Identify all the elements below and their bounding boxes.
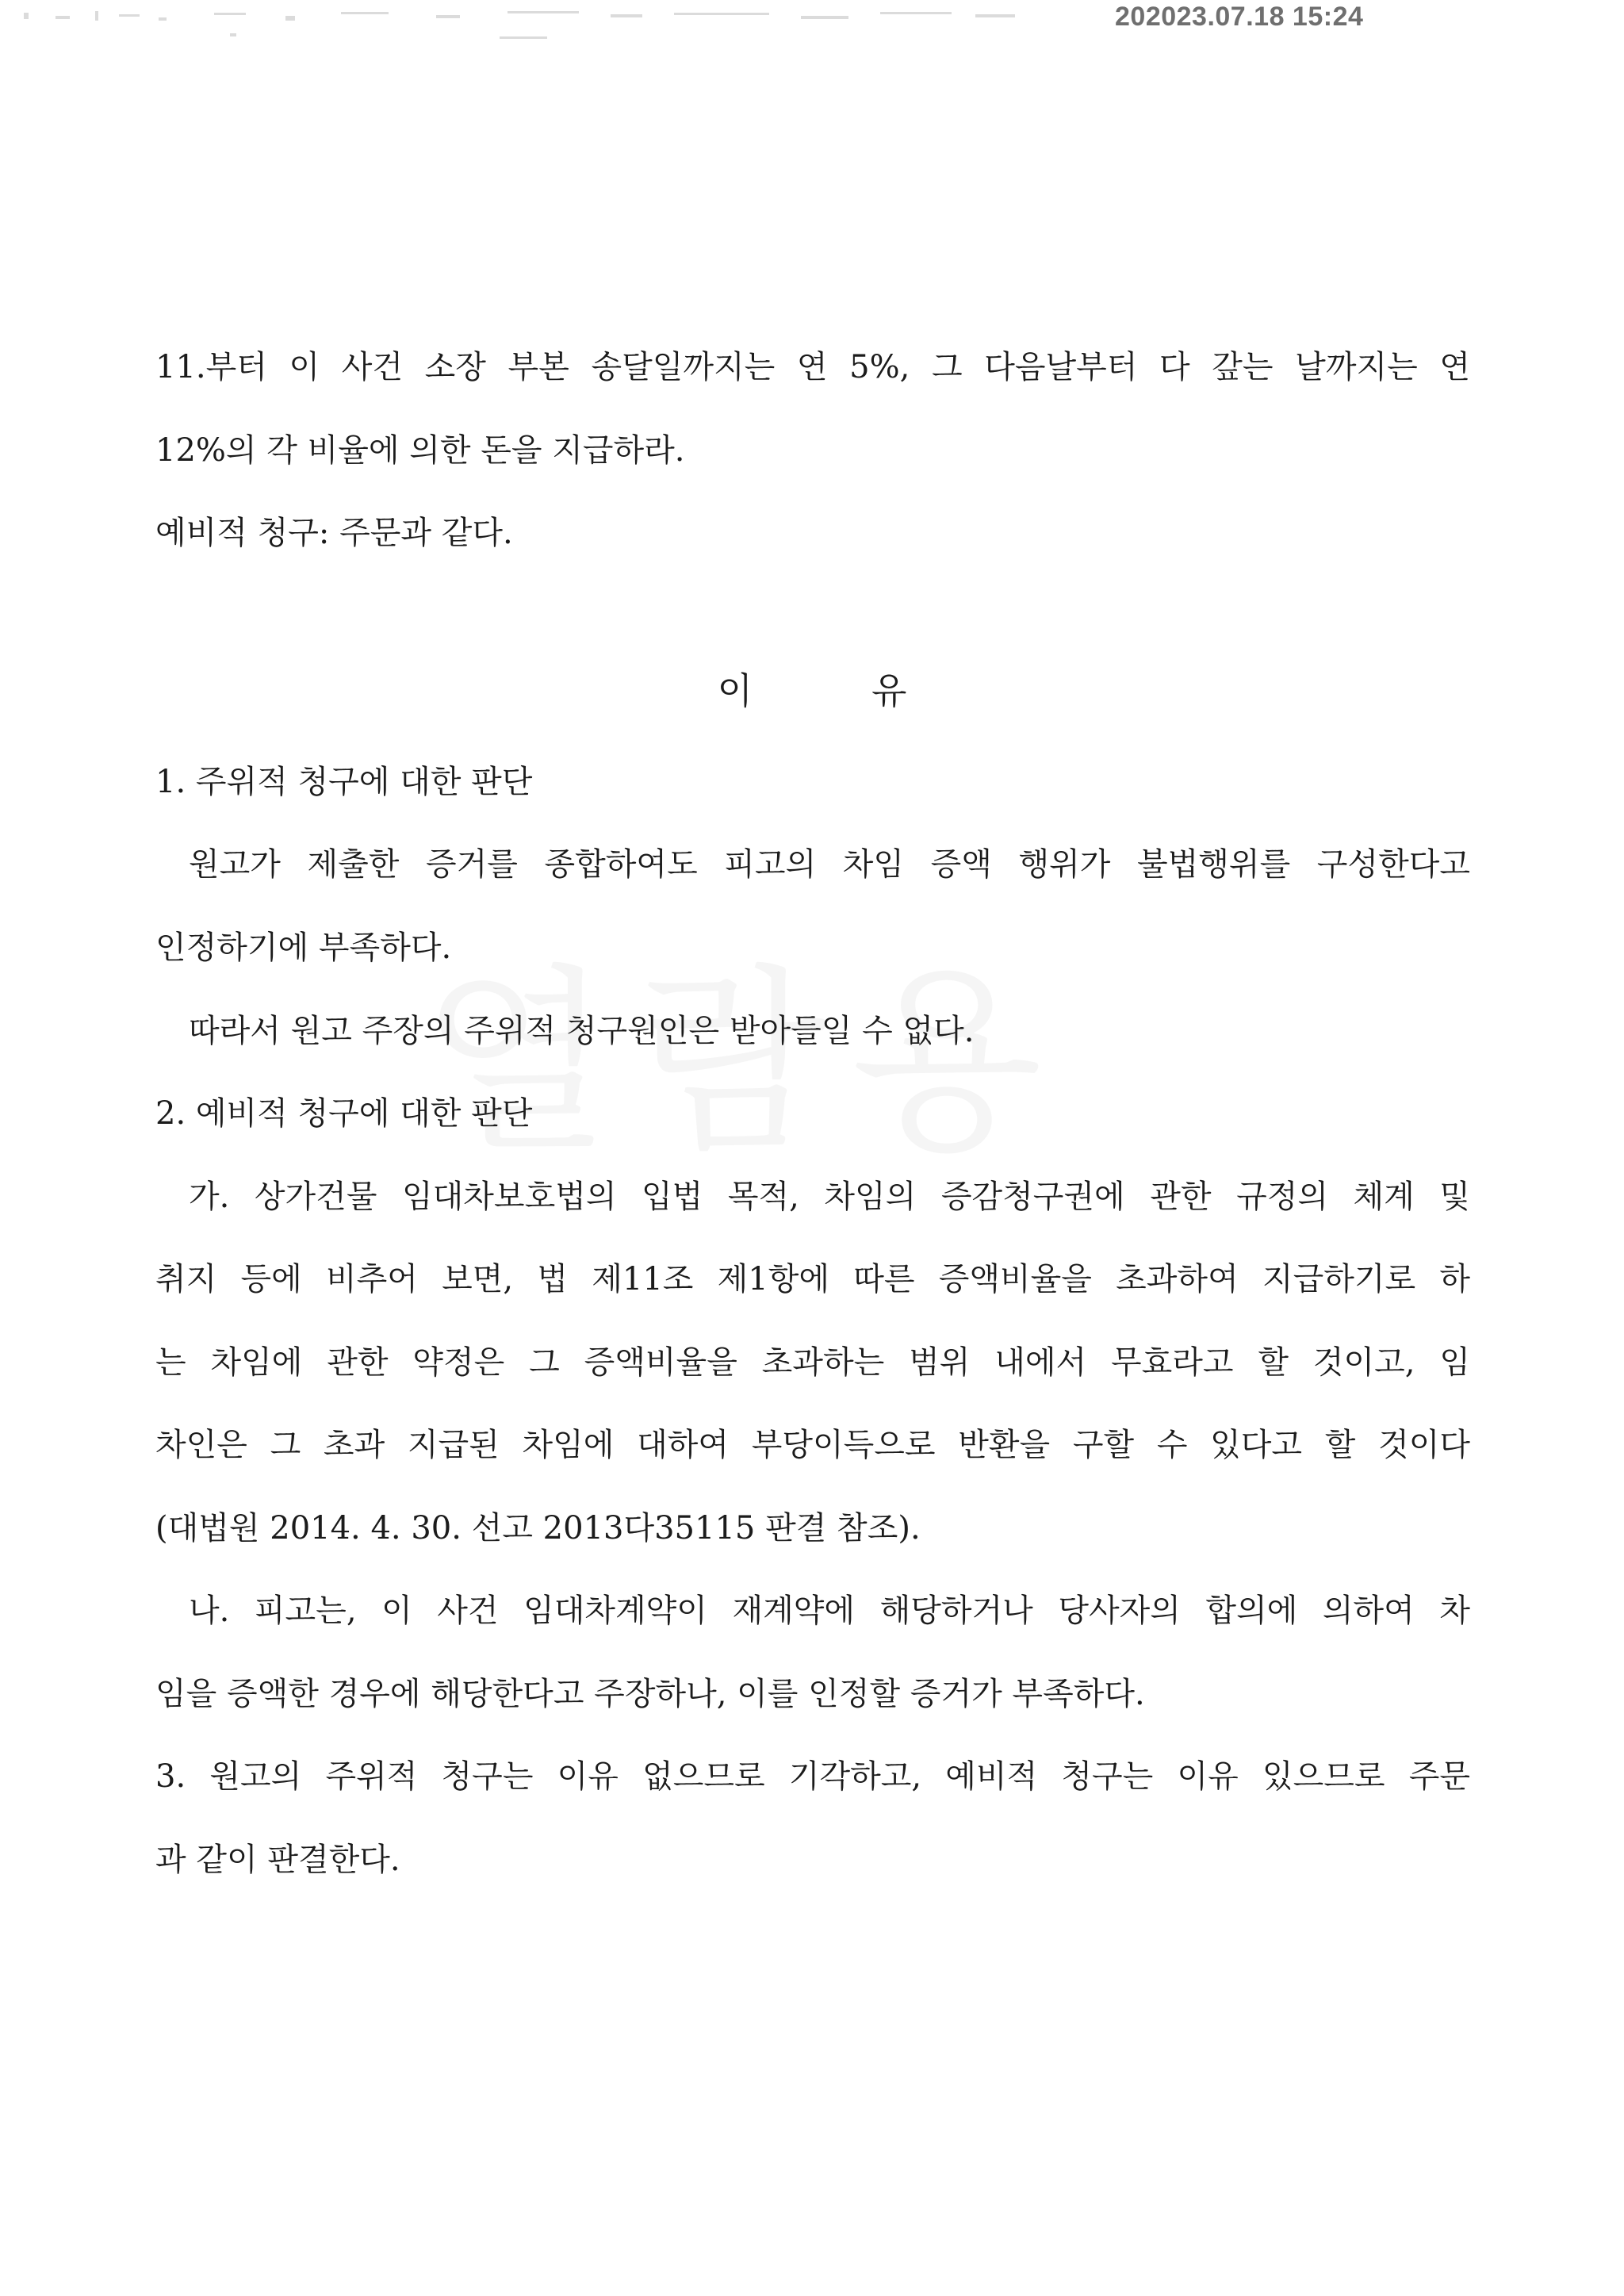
paragraph-line: 차인은 그 초과 지급된 차임에 대하여 부당이득으로 반환을 구할 수 있다고 할 것이다: [155, 1427, 1470, 1463]
print-timestamp: 202023.07.18 15:24: [1115, 2, 1364, 32]
watermark: [420, 944, 1229, 1182]
paragraph-line: 인정하기에 부족하다.: [155, 930, 452, 966]
paragraph-line: 나. 피고는, 이 사건 임대차계약이 재계약에 해당하거나 당사자의 합의에 의하여 차: [189, 1593, 1470, 1629]
scan-noise: [24, 5, 1055, 52]
paragraph-line: 원고가 제출한 증거를 종합하여도 피고의 차임 증액 행위가 불법행위를 구성한다고: [189, 846, 1470, 883]
section-heading: [0, 667, 1624, 715]
paragraph-line: 과 같이 판결한다.: [155, 1842, 400, 1878]
section-title: 2. 예비적 청구에 대한 판단: [155, 1095, 533, 1132]
heading-char: 이: [717, 669, 753, 712]
paragraph-line: (대법원 2014. 4. 30. 선고 2013다35115 판결 참조).: [155, 1510, 921, 1547]
paragraph-line: 따라서 원고 주장의 주위적 청구원인은 받아들일 수 없다.: [189, 1013, 975, 1049]
paragraph-line: 취지 등에 비추어 보면, 법 제11조 제1항에 따른 증액비율을 초과하여 지급하기로 하: [155, 1261, 1470, 1297]
section-title: 1. 주위적 청구에 대한 판단: [155, 764, 533, 800]
paragraph-line: 예비적 청구: 주문과 같다.: [155, 515, 513, 551]
paragraph-line: 3. 원고의 주위적 청구는 이유 없으므로 기각하고, 예비적 청구는 이유 있으므로 주문: [155, 1758, 1470, 1795]
paragraph-line: 는 차임에 관한 약정은 그 증액비율을 초과하는 범위 내에서 무효라고 할 것이고, 임: [155, 1344, 1470, 1381]
paragraph-line: 11.부터 이 사건 소장 부본 송달일까지는 연 5%, 그 다음날부터 다 갚는 날까지는 연: [155, 349, 1470, 385]
heading-char: 유: [871, 669, 907, 712]
paragraph-line: 임을 증액한 경우에 해당한다고 주장하나, 이를 인정할 증거가 부족하다.: [155, 1676, 1145, 1712]
paragraph-line: 가. 상가건물 임대차보호법의 입법 목적, 차임의 증감청구권에 관한 규정의 체계 및: [189, 1179, 1470, 1215]
paragraph-line: 12%의 각 비율에 의한 돈을 지급하라.: [155, 432, 685, 469]
